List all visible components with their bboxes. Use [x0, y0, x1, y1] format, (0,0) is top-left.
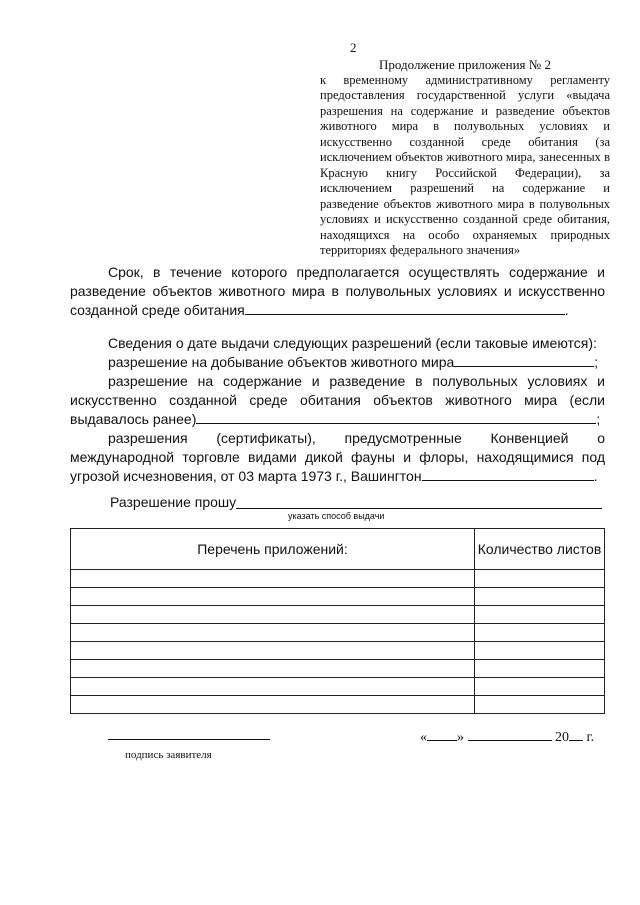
- attachment-row: [71, 642, 605, 660]
- attachment-sheets-cell[interactable]: [475, 570, 605, 588]
- signature-label: подпись заявителя: [125, 749, 212, 761]
- date-quote-open: «: [420, 730, 427, 745]
- attachment-name-cell[interactable]: [71, 570, 475, 588]
- attachment-row: [71, 606, 605, 624]
- request-field[interactable]: [236, 496, 602, 509]
- col-sheets: Количество листов: [475, 529, 605, 570]
- term-field[interactable]: [245, 301, 565, 315]
- permits-intro: Сведения о дате выдачи следующих разрешений (если таковые имеются):: [108, 335, 597, 351]
- appendix-heading: [320, 57, 610, 259]
- permit-hunting-field[interactable]: [454, 353, 594, 367]
- request-label: Разрешение прошу: [110, 494, 237, 510]
- col-attachments: Перечень приложений:: [71, 529, 475, 570]
- attachment-sheets-cell[interactable]: [475, 642, 605, 660]
- permit-hunting-label: разрешение на добывание объектов животного мира: [108, 354, 455, 370]
- attachment-row: [71, 660, 605, 678]
- attachment-name-cell[interactable]: [71, 696, 475, 714]
- permit-keeping-row: разрешение на содержание и разведение в полувольных условиях и искусственно созданной среде обитания объектов животного мира (если выдавалось ранее) ;: [70, 373, 605, 427]
- attachment-row: [71, 624, 605, 642]
- attachment-sheets-cell[interactable]: [475, 696, 605, 714]
- attachment-name-cell[interactable]: [71, 660, 475, 678]
- appendix-reference: к временному административному регламенту предоставления государственной услуги «выдача разрешения на содержание и разведение объектов животного мира в полувольных условиях и искусственно созданной среде обитания (за исключением объектов животного мира, занесенных в Красную книгу Российской Федерации), за исключением разрешений на содержание и разведение объектов животного мира в полувольных условиях и искусственно созданной среде обитания, находящихся на особо охраняемых природных территориях федерального значения»: [320, 72, 610, 257]
- attachment-name-cell[interactable]: [71, 624, 475, 642]
- attachment-name-cell[interactable]: [71, 678, 475, 696]
- date-day-field[interactable]: [427, 728, 457, 741]
- date-month-field[interactable]: [468, 728, 552, 741]
- attachment-row: [71, 570, 605, 588]
- attachments-table: [70, 528, 605, 714]
- permit-keeping-label: разрешение на содержание и разведение в полувольных условиях и искусственно созданной среде обитания объектов животного мира (если выдавалось ранее): [70, 373, 605, 427]
- term-paragraph: Срок, в течение которого предполагается осуществлять содержание и разведение объектов животного мира в полувольных условиях и искусственно созданной среде обитания .: [70, 264, 605, 318]
- date-quote-close: »: [457, 730, 464, 745]
- attachments-header-row: [71, 529, 605, 570]
- appendix-continuation: Продолжение приложения № 2: [379, 57, 551, 72]
- permit-cites-row: разрешения (сертификаты), предусмотренные Конвенцией о международной торговле видами дикой фауны и флоры, находящимися под угрозой исчезновения, от 03 марта 1973 г., Вашингтон .: [70, 430, 605, 484]
- permit-cites-field[interactable]: [422, 467, 594, 481]
- date-year-prefix: 20: [555, 730, 569, 745]
- signature-field[interactable]: [108, 739, 270, 740]
- attachment-row: [71, 588, 605, 606]
- attachment-sheets-cell[interactable]: [475, 624, 605, 642]
- permit-hunting-row: разрешение на добывание объектов животного мира ;: [108, 354, 599, 370]
- permit-keeping-field[interactable]: [196, 410, 596, 424]
- attachment-sheets-cell[interactable]: [475, 660, 605, 678]
- date-year-field[interactable]: [569, 728, 583, 741]
- attachment-name-cell[interactable]: [71, 606, 475, 624]
- attachment-sheets-cell[interactable]: [475, 588, 605, 606]
- attachment-row: [71, 696, 605, 714]
- request-hint: указать способ выдачи: [288, 511, 385, 521]
- attachment-name-cell[interactable]: [71, 642, 475, 660]
- permit-cites-label: разрешения (сертификаты), предусмотренные Конвенцией о международной торговле видами дикой фауны и флоры, находящимися под угрозой исчезновения, от 03 марта 1973 г., Вашингтон: [70, 430, 605, 484]
- date-field: [420, 728, 594, 746]
- attachment-sheets-cell[interactable]: [475, 678, 605, 696]
- page-number: 2: [350, 40, 357, 55]
- permits-section: [70, 334, 605, 486]
- attachment-name-cell[interactable]: [71, 588, 475, 606]
- term-text: Срок, в течение которого предполагается осуществлять содержание и разведение объектов животного мира в полувольных условиях и искусственно созданной среде обитания: [70, 264, 605, 318]
- date-year-suffix: г.: [586, 730, 595, 745]
- attachment-sheets-cell[interactable]: [475, 606, 605, 624]
- attachment-row: [71, 678, 605, 696]
